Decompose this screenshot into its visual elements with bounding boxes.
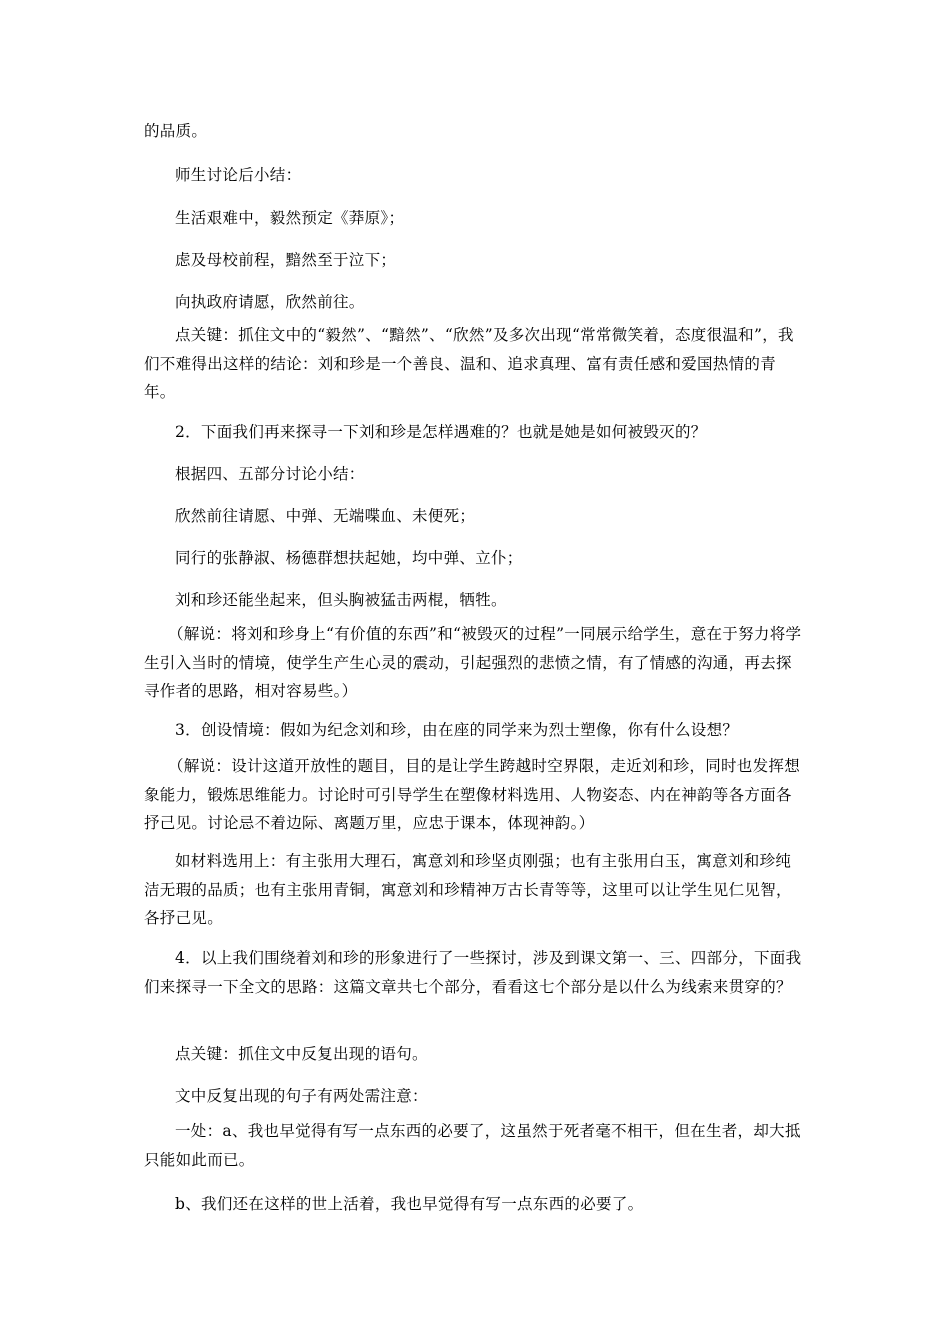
paragraph-repeat-b: b、我们还在这样的世上活着，我也早觉得有写一点东西的必要了。 — [175, 1195, 644, 1213]
paragraph-summary-heading-2: 根据四、五部分讨论小结： — [175, 465, 365, 483]
paragraph-question-4: 4．以上我们围绕着刘和珍的形象进行了一些探讨，涉及到课文第一、三、四部分，下面我们来探寻一下全文的思路：这篇文章共七个部分，看看这七个部分是以什么为线索来贯穿的？ — [144, 949, 802, 996]
paragraph-explanation-2: （解说：设计这道开放性的题目，目的是让学生跨越时空界限，走近刘和珍，同时也发挥想象能力，锻炼思维能力。讨论时可引导学生在塑像材料选用、人物姿态、内在神韵等各方面各抒己见。讨论忌不着边际、离题万里，应忠于课本，体现神韵。） — [144, 757, 801, 832]
paragraph-summary2-line-2: 同行的张静淑、杨德群想扶起她，均中弹、立仆； — [175, 549, 523, 567]
paragraph-summary-line-3: 向执政府请愿，欣然前往。 — [175, 293, 365, 311]
paragraph-repeated-sentences: 文中反复出现的句子有两处需注意： — [175, 1087, 428, 1105]
paragraph-summary2-line-3: 刘和珍还能坐起来，但头胸被猛击两棍，牺牲。 — [175, 591, 507, 609]
paragraph-key-point-1: 点关键：抓住文中的“毅然”、“黯然”、“欣然”及多次出现“常常微笑着，态度很温和”，我们不难得出这样的结论：刘和珍是一个善良、温和、追求真理、富有责任感和爱国热情的青年。 — [144, 326, 794, 401]
paragraph-summary2-line-1: 欣然前往请愿、中弹、无端喋血、未便死； — [175, 507, 476, 525]
paragraph-repeat-a: 一处：a、我也早觉得有写一点东西的必要了，这虽然于死者毫不相干，但在生者，却大抵只能如此而已。 — [144, 1122, 801, 1169]
paragraph-explanation-1: （解说：将刘和珍身上“有价值的东西”和“被毁灭的过程”一同展示给学生，意在于努力将学生引入当时的情境，使学生产生心灵的震动，引起强烈的悲愤之情，有了情感的沟通，再去探寻作者的思路，相对容易些。） — [144, 625, 802, 700]
paragraph-continuation: 的品质。 — [144, 122, 208, 140]
paragraph-question-2: 2．下面我们再来探寻一下刘和珍是怎样遇难的？也就是她是如何被毁灭的？ — [175, 423, 707, 441]
paragraph-material-examples: 如材料选用上：有主张用大理石，寓意刘和珍坚贞刚强；也有主张用白玉，寓意刘和珍纯洁无瑕的品质；也有主张用青铜，寓意刘和珍精神万古长青等等，这里可以让学生见仁见智，各抒己见。 — [144, 852, 792, 927]
paragraph-summary-line-1: 生活艰难中，毅然预定《莽原》； — [175, 209, 405, 227]
paragraph-key-point-2: 点关键：抓住文中反复出现的语句。 — [175, 1045, 428, 1063]
paragraph-question-3: 3．创设情境：假如为纪念刘和珍，由在座的同学来为烈士塑像，你有什么设想？ — [175, 721, 739, 739]
paragraph-summary-line-2: 虑及母校前程，黯然至于泣下； — [175, 251, 397, 269]
paragraph-summary-heading: 师生讨论后小结： — [175, 166, 302, 184]
